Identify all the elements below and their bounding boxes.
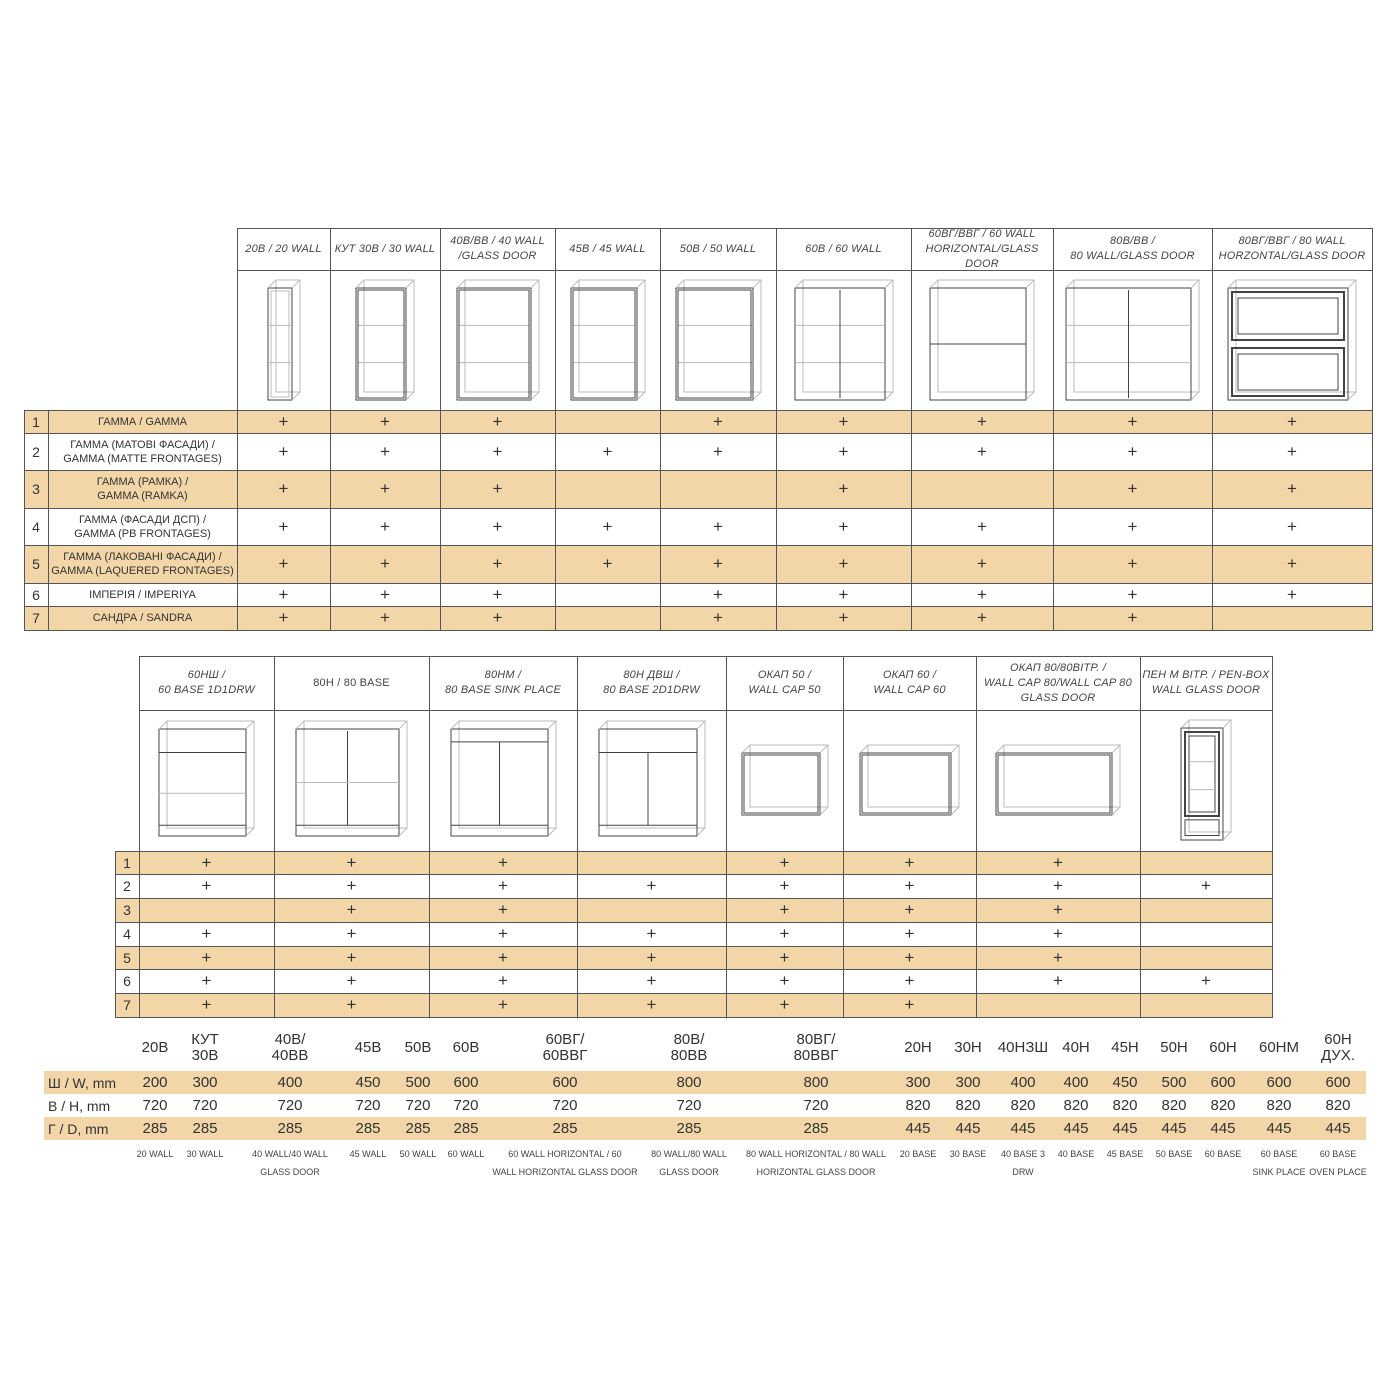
grid-line xyxy=(115,1017,1273,1018)
availability-mark: + xyxy=(904,971,915,990)
availability-mark: + xyxy=(713,516,723,536)
dimension-depth: 285 xyxy=(192,1119,218,1137)
dimension-depth: 445 xyxy=(905,1119,931,1137)
dimension-depth: 285 xyxy=(405,1119,431,1137)
column-header: КУТ 30В / 30 WALL xyxy=(334,242,436,255)
availability-mark: + xyxy=(492,608,503,627)
availability-mark: + xyxy=(201,924,212,943)
column-header: 80ВГ/ВВГ / 80 WALL HORZONTAL/GLASS DOOR xyxy=(1218,235,1366,262)
cabinet-20-wall-icon xyxy=(263,275,305,405)
availability-mark: + xyxy=(380,411,390,431)
availability-mark: + xyxy=(1201,971,1211,990)
column-header: ОКАП 60 / WALL CAP 60 xyxy=(873,669,946,696)
availability-mark: + xyxy=(201,852,212,872)
dimension-row-label: В / H, mm xyxy=(48,1097,111,1114)
dimension-depth: 285 xyxy=(142,1119,168,1137)
dimension-depth: 445 xyxy=(1161,1119,1187,1137)
dimension-height: 820 xyxy=(1010,1096,1036,1114)
availability-mark: + xyxy=(346,852,357,872)
availability-mark: + xyxy=(977,584,987,604)
dimension-code: 50Н xyxy=(1160,1039,1188,1056)
dimension-width: 450 xyxy=(355,1073,381,1091)
availability-mark: + xyxy=(779,876,790,895)
column-header: 80Н / 80 BASE xyxy=(313,676,390,689)
availability-mark: + xyxy=(646,924,657,943)
availability-mark: + xyxy=(380,516,390,536)
availability-mark: + xyxy=(1127,516,1138,536)
dimension-height: 720 xyxy=(277,1096,303,1114)
dimension-code: 60ВГ/ 60ВВГ xyxy=(542,1031,588,1064)
availability-mark: + xyxy=(1287,411,1297,431)
wall-cap-50-icon xyxy=(737,740,833,820)
availability-mark: + xyxy=(346,876,357,895)
availability-mark: + xyxy=(779,947,790,967)
dimension-depth: 445 xyxy=(955,1119,981,1137)
dimension-code: 60НМ xyxy=(1258,1039,1299,1056)
dimension-height: 820 xyxy=(1112,1096,1138,1114)
availability-mark: + xyxy=(278,584,289,604)
availability-mark: + xyxy=(1287,516,1297,536)
dimension-description: 60 BASE SINK PLACE xyxy=(1252,1149,1306,1177)
grid-line xyxy=(237,270,1373,271)
dimension-height: 720 xyxy=(192,1096,218,1114)
cabinet-80-base-2d1drw-icon xyxy=(594,716,710,841)
availability-mark: + xyxy=(201,947,212,967)
availability-mark: + xyxy=(1053,947,1063,967)
dimension-code: 60В xyxy=(452,1039,480,1056)
dimension-width: 600 xyxy=(453,1073,479,1091)
availability-mark: + xyxy=(498,900,508,919)
column-header: 60ВГ/ВВГ / 60 WALL HORIZONTAL/GLASS DOOR xyxy=(925,227,1039,270)
dimension-width: 600 xyxy=(552,1073,578,1091)
availability-mark: + xyxy=(1127,479,1138,498)
availability-mark: + xyxy=(1053,876,1063,895)
cabinet-40-wall-icon xyxy=(452,275,544,405)
series-name: ГАММА (ФАСАДИ ДСП) / GAMMA (PB FRONTAGES) xyxy=(74,513,211,540)
dimension-description: 20 WALL xyxy=(136,1149,174,1159)
dimension-code: 20В xyxy=(141,1039,169,1056)
availability-mark: + xyxy=(646,947,657,967)
dimension-depth: 285 xyxy=(355,1119,381,1137)
availability-mark: + xyxy=(492,516,503,536)
dimension-height: 820 xyxy=(1063,1096,1089,1114)
dimension-width: 400 xyxy=(1010,1073,1036,1091)
availability-mark: + xyxy=(1053,900,1063,919)
series-number: 6 xyxy=(123,973,131,989)
availability-mark: + xyxy=(602,516,613,536)
availability-mark: + xyxy=(977,554,987,573)
series-number: 5 xyxy=(123,949,131,966)
cabinet-80-wall-icon xyxy=(1061,275,1204,405)
column-header: 80В/ВВ / 80 WALL/GLASS DOOR xyxy=(1070,235,1195,262)
availability-mark: + xyxy=(977,411,987,431)
availability-mark: + xyxy=(977,608,987,627)
series-name: ГАММА (ЛАКОВАНІ ФАСАДИ) / GAMMA (LAQUERED FRONTAGES) xyxy=(51,551,234,577)
cabinet-80-sink-icon xyxy=(446,716,561,841)
availability-mark: + xyxy=(904,995,915,1014)
availability-mark: + xyxy=(602,441,613,461)
dimension-height: 720 xyxy=(552,1096,578,1114)
dimension-width: 600 xyxy=(1266,1073,1292,1091)
column-header: ПЕН М ВІТР. / PEN-BOX WALL GLASS DOOR xyxy=(1142,669,1270,696)
dimension-description: 30 WALL xyxy=(186,1149,224,1159)
availability-mark: + xyxy=(492,441,503,461)
availability-mark: + xyxy=(713,584,723,604)
availability-mark: + xyxy=(1287,584,1297,604)
availability-mark: + xyxy=(201,876,212,895)
dimension-height: 720 xyxy=(676,1096,702,1114)
dimension-depth: 285 xyxy=(803,1119,829,1137)
dimension-width: 800 xyxy=(803,1073,829,1091)
availability-mark: + xyxy=(278,608,289,627)
dimension-code: 40Н xyxy=(1062,1039,1090,1056)
dimension-description: 60 BASE xyxy=(1204,1149,1242,1159)
availability-mark: + xyxy=(1201,876,1211,895)
dimension-width: 500 xyxy=(1161,1073,1187,1091)
dimension-description: 40 WALL/40 WALL GLASS DOOR xyxy=(252,1149,328,1177)
availability-mark: + xyxy=(646,876,657,895)
dimension-code: 45В xyxy=(354,1039,382,1056)
series-number: 7 xyxy=(123,997,131,1013)
cabinet-50-wall-icon xyxy=(671,275,766,405)
dimension-height: 820 xyxy=(1266,1096,1292,1114)
dimension-description: 45 BASE xyxy=(1106,1149,1144,1159)
dimension-code: 50В xyxy=(404,1039,432,1056)
grid-line xyxy=(1372,228,1373,631)
dimension-code: 60Н ДУХ. xyxy=(1320,1031,1356,1064)
dimension-depth: 285 xyxy=(453,1119,479,1137)
dimension-height: 720 xyxy=(453,1096,479,1114)
dimension-width: 300 xyxy=(955,1073,981,1091)
availability-mark: + xyxy=(977,441,987,461)
availability-mark: + xyxy=(1053,924,1063,943)
availability-mark: + xyxy=(1127,554,1138,573)
column-header: ОКАП 80/80ВІТР. / WALL CAP 80/WALL CAP 80 GLASS DOOR xyxy=(984,661,1132,704)
cabinet-60-horizontal-icon xyxy=(925,275,1039,405)
availability-mark: + xyxy=(346,971,357,990)
column-header: ОКАП 50 / WALL CAP 50 xyxy=(748,669,821,696)
availability-mark: + xyxy=(713,554,723,573)
dimension-depth: 445 xyxy=(1266,1119,1292,1137)
availability-mark: + xyxy=(713,608,723,627)
dimension-width: 600 xyxy=(1325,1073,1351,1091)
availability-mark: + xyxy=(498,876,508,895)
dimension-depth: 445 xyxy=(1112,1119,1138,1137)
cabinet-60-wall-icon xyxy=(790,275,898,405)
dimension-code: 60Н xyxy=(1209,1039,1237,1056)
dimension-description: 40 BASE 3 DRW xyxy=(1000,1149,1046,1177)
dimension-description: 40 BASE xyxy=(1057,1149,1095,1159)
dimension-code: 45Н xyxy=(1111,1039,1139,1056)
series-name: ГАММА (МАТОВІ ФАСАДИ) / GAMMA (MATTE FRONTAGES) xyxy=(63,438,222,465)
dimension-description: 60 WALL xyxy=(447,1149,485,1159)
grid-line xyxy=(24,630,1373,631)
availability-mark: + xyxy=(278,479,289,498)
availability-mark: + xyxy=(498,971,508,990)
availability-mark: + xyxy=(1287,441,1297,461)
wall-cap-60-icon xyxy=(855,740,964,820)
dimension-description: 60 WALL HORIZONTAL / 60 WALL HORIZONTAL GLASS DOOR xyxy=(492,1149,638,1177)
dimension-height: 720 xyxy=(803,1096,829,1114)
dimension-height: 720 xyxy=(355,1096,381,1114)
availability-mark: + xyxy=(838,516,849,536)
dimension-description: 60 BASE OVEN PLACE xyxy=(1309,1149,1367,1177)
series-number: 4 xyxy=(32,518,40,535)
availability-mark: + xyxy=(498,852,508,872)
dimension-height: 820 xyxy=(955,1096,981,1114)
wall-cap-80-icon xyxy=(991,740,1125,820)
cabinet-45-wall-icon xyxy=(566,275,650,405)
dimension-width: 500 xyxy=(405,1073,431,1091)
cabinet-80-horizontal-icon xyxy=(1223,275,1361,405)
dimension-width: 200 xyxy=(142,1073,168,1091)
availability-mark: + xyxy=(779,971,790,990)
availability-mark: + xyxy=(492,479,503,498)
availability-mark: + xyxy=(602,554,613,573)
column-header: 80Н ДВШ / 80 BASE 2D1DRW xyxy=(603,669,700,696)
availability-mark: + xyxy=(1127,441,1138,461)
availability-mark: + xyxy=(278,411,289,431)
dimension-code: 30Н xyxy=(954,1039,982,1056)
dimension-height: 820 xyxy=(1161,1096,1187,1114)
dimension-description: 80 WALL/80 WALL GLASS DOOR xyxy=(651,1149,727,1177)
pen-box-glass-icon xyxy=(1176,715,1236,845)
grid-line xyxy=(1140,656,1141,1018)
series-number: 6 xyxy=(32,586,40,603)
dimension-depth: 445 xyxy=(1063,1119,1089,1137)
cabinet-30-wall-icon xyxy=(351,275,419,405)
dimension-height: 820 xyxy=(1325,1096,1351,1114)
dimension-description: 50 BASE xyxy=(1155,1149,1193,1159)
dimension-depth: 285 xyxy=(676,1119,702,1137)
availability-mark: + xyxy=(838,411,849,431)
availability-mark: + xyxy=(1127,584,1138,604)
series-number: 4 xyxy=(123,926,131,942)
availability-mark: + xyxy=(346,947,357,967)
availability-mark: + xyxy=(201,995,212,1014)
availability-mark: + xyxy=(904,900,915,919)
availability-mark: + xyxy=(346,924,357,943)
availability-mark: + xyxy=(779,852,790,872)
grid-line xyxy=(139,710,1273,711)
dimension-code: 40В/ 40ВВ xyxy=(271,1031,309,1064)
availability-mark: + xyxy=(779,995,790,1014)
grid-line xyxy=(1272,656,1273,1018)
dimension-width: 800 xyxy=(676,1073,702,1091)
availability-mark: + xyxy=(380,479,390,498)
series-name: САНДРА / SANDRA xyxy=(92,612,193,624)
availability-mark: + xyxy=(646,971,657,990)
column-header: 40В/ВВ / 40 WALL /GLASS DOOR xyxy=(450,235,545,262)
series-number: 5 xyxy=(32,556,40,572)
dimension-width: 300 xyxy=(192,1073,218,1091)
availability-mark: + xyxy=(1053,971,1063,990)
dimension-depth: 445 xyxy=(1325,1119,1351,1137)
availability-mark: + xyxy=(646,995,657,1014)
availability-mark: + xyxy=(498,924,508,943)
series-number: 1 xyxy=(32,413,40,430)
availability-mark: + xyxy=(1287,554,1297,573)
series-name: ГАММА (РАМКА) / GAMMA (RAMKA) xyxy=(96,476,189,502)
dimension-code: 80В/ 80ВВ xyxy=(670,1031,708,1064)
dimension-height: 720 xyxy=(142,1096,168,1114)
dimension-code: 40НЗШ xyxy=(997,1039,1049,1056)
dimension-description: 50 WALL xyxy=(399,1149,437,1159)
availability-mark: + xyxy=(380,441,390,461)
dimension-width: 300 xyxy=(905,1073,931,1091)
availability-mark: + xyxy=(1127,608,1138,627)
availability-mark: + xyxy=(492,584,503,604)
dimension-width: 400 xyxy=(277,1073,303,1091)
dimension-code: КУТ 30В xyxy=(191,1031,219,1064)
availability-mark: + xyxy=(278,516,289,536)
availability-mark: + xyxy=(346,995,357,1014)
series-number: 2 xyxy=(32,443,40,460)
series-number: 1 xyxy=(123,854,131,871)
dimension-description: 45 WALL xyxy=(349,1149,387,1159)
availability-mark: + xyxy=(713,441,723,461)
column-header: 45В / 45 WALL xyxy=(569,242,646,255)
availability-mark: + xyxy=(904,876,915,895)
availability-mark: + xyxy=(380,608,390,627)
availability-mark: + xyxy=(498,995,508,1014)
availability-mark: + xyxy=(346,900,357,919)
availability-mark: + xyxy=(838,479,849,498)
series-name: ІМПЕРІЯ / IMPERIYA xyxy=(89,588,196,601)
dimension-depth: 285 xyxy=(277,1119,303,1137)
availability-mark: + xyxy=(1287,479,1297,498)
availability-mark: + xyxy=(779,924,790,943)
availability-mark: + xyxy=(1053,852,1063,872)
availability-mark: + xyxy=(838,584,849,604)
series-number: 3 xyxy=(123,902,131,918)
dimension-width: 450 xyxy=(1112,1073,1138,1091)
dimension-height: 720 xyxy=(405,1096,431,1114)
availability-mark: + xyxy=(498,947,508,967)
series-number: 7 xyxy=(32,610,40,626)
availability-mark: + xyxy=(904,852,915,872)
dimension-depth: 445 xyxy=(1210,1119,1236,1137)
dimension-depth: 285 xyxy=(552,1119,578,1137)
dimension-width: 400 xyxy=(1063,1073,1089,1091)
column-header: 50В / 50 WALL xyxy=(679,242,757,255)
dimension-row-label: Г / D, mm xyxy=(48,1120,109,1137)
dimension-description: 80 WALL HORIZONTAL / 80 WALL HORIZONTAL GLASS DOOR xyxy=(745,1149,887,1177)
series-name: ГАММА / GAMMA xyxy=(98,415,187,428)
dimension-code: 20Н xyxy=(904,1039,932,1056)
availability-mark: + xyxy=(492,554,503,573)
dimension-description: 20 BASE xyxy=(899,1149,937,1159)
availability-mark: + xyxy=(904,924,915,943)
availability-mark: + xyxy=(713,411,723,431)
dimension-code: 80ВГ/ 80ВВГ xyxy=(793,1031,839,1064)
dimension-height: 820 xyxy=(1210,1096,1236,1114)
availability-mark: + xyxy=(779,900,790,919)
availability-mark: + xyxy=(380,584,390,604)
availability-mark: + xyxy=(838,441,849,461)
availability-mark: + xyxy=(201,971,212,990)
series-number: 2 xyxy=(123,878,131,894)
column-header: 80НМ / 80 BASE SINK PLACE xyxy=(444,669,562,696)
availability-mark: + xyxy=(977,516,987,536)
column-header: 20В / 20 WALL xyxy=(245,242,322,255)
column-header: 60В / 60 WALL xyxy=(805,242,882,255)
availability-mark: + xyxy=(904,947,915,967)
dimension-description: 30 BASE xyxy=(949,1149,987,1159)
availability-mark: + xyxy=(492,411,503,431)
availability-mark: + xyxy=(1127,411,1138,431)
availability-mark: + xyxy=(380,554,390,573)
dimension-row-label: Ш / W, mm xyxy=(48,1074,117,1091)
availability-mark: + xyxy=(838,554,849,573)
dimension-height: 820 xyxy=(905,1096,931,1114)
availability-mark: + xyxy=(838,608,849,627)
availability-mark: + xyxy=(278,554,289,573)
cabinet-80-base-icon xyxy=(291,716,412,841)
column-header: 60НШ / 60 BASE 1D1DRW xyxy=(158,669,255,696)
dimension-depth: 445 xyxy=(1010,1119,1036,1137)
series-number: 3 xyxy=(32,481,40,497)
cabinet-60-base-drawer-icon xyxy=(154,716,259,841)
dimension-width: 600 xyxy=(1210,1073,1236,1091)
availability-mark: + xyxy=(278,441,289,461)
